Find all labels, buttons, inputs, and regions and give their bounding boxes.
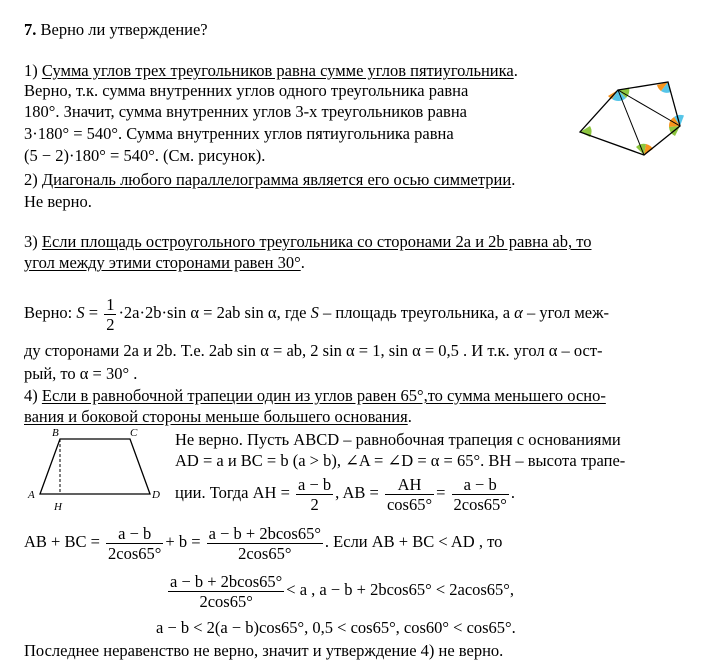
- s4-claim-line-1: 4) Если в равнобочной трапеции один из углов равен 65°,то сумма меньшего осно-: [24, 386, 606, 405]
- trapezoid-figure: [26, 426, 166, 512]
- s4-para-3: ции. Тогда AH = $\frac{a - b}{2}$ , AB = $\frac{AH}{\cos 65^\circ}$ = $\frac{a - b}{2\cos 65^\circ}$ .: [175, 474, 515, 514]
- fraction-eq1-a: $\frac{a - b}{2\cos 65^\circ}$: [108, 523, 162, 563]
- pentagon-figure: [576, 80, 716, 160]
- fraction-ab-2: $\frac{a - b}{2\cos 65^\circ}$: [453, 474, 507, 514]
- s2-claim: 2) Диагональ любого параллелограмма является его осью симметрии.: [24, 170, 516, 189]
- s4-claim-line-2: вания и боковой стороны меньше большего основания.: [24, 407, 412, 426]
- fraction-ab-1: $\frac{AH}{\cos 65^\circ}$: [386, 474, 433, 514]
- vertex-b-label: B: [52, 427, 59, 439]
- s1-line-3: 3·180° = 540°. Сумма внутренних углов пятиугольника равна: [24, 124, 454, 143]
- s1-line-2: 180°. Значит, сумма внутренних углов 3-х треугольников равна: [24, 102, 467, 121]
- s3-line-3: рый, то α = 30° .: [24, 364, 138, 383]
- s3-claim-line-2: угол между этими сторонами равен 30°.: [24, 253, 305, 272]
- s3-formula-line: Верно: S = $\frac{1}{2}$ ·2a·2b·sin α = 2ab sin α, где S – площадь треугольника, а α – угол меж-: [24, 294, 610, 334]
- s4-equation-1: AB + BC = $\frac{a - b}{2\cos 65^\circ}$ + b = $\frac{a - b + 2bcos65^\circ}{2\cos 65^\circ}$ . Если AB + BC < AD , то: [24, 523, 503, 563]
- s4-claim-text-1: Если в равнобочной трапеции один из углов равен 65°,то сумма меньшего осно-: [41, 386, 606, 405]
- s1-line-4: (5 − 2)·180° = 540°. (См. рисунок).: [24, 146, 266, 165]
- vertex-d-label: D: [152, 489, 160, 501]
- task-question: Верно ли утверждение?: [40, 20, 208, 39]
- s3-claim-text-1: Если площадь остроугольного треугольника со сторонами 2a и 2b равна ab, то: [41, 232, 592, 251]
- fraction-eq1-b: $\frac{a - b + 2bcos65^\circ}{2\cos 65^\circ}$: [208, 523, 321, 563]
- s2-answer: Не верно.: [24, 192, 92, 211]
- task-number: 7.: [24, 20, 37, 39]
- half-fraction: $\frac{1}{2}$: [106, 294, 115, 334]
- s1-claim: 1) Сумма углов трех треугольников равна сумме углов пятиугольника.: [24, 61, 518, 80]
- s4-claim-text-2: вания и боковой стороны меньше большего основания: [24, 407, 408, 426]
- s3-line-2: ду сторонами 2a и 2b. Т.е. 2ab sin α = ab, 2 sin α = 1, sin α = 0,5 . И т.к. угол α – ост-: [24, 341, 603, 360]
- s1-line-1: Верно, т.к. сумма внутренних углов одного треугольника равна: [24, 81, 469, 100]
- task-title: [24, 20, 208, 40]
- vertex-a-label: A: [28, 489, 35, 501]
- s2-claim-text: Диагональ любого параллелограмма является его осью симметрии: [41, 170, 512, 189]
- s1-claim-text: Сумма углов трех треугольников равна сумме углов пятиугольника: [41, 61, 514, 80]
- vertex-c-label: C: [130, 427, 138, 439]
- fraction-ah: $\frac{a - b}{2}$: [298, 474, 332, 514]
- s3-claim-line-1: 3) Если площадь остроугольного треугольника со сторонами 2a и 2b равна ab, то: [24, 232, 592, 251]
- point-h-label: H: [54, 501, 62, 513]
- s4-equation-2: $\frac{a - b + 2bcos65^\circ}{2\cos 65^\circ}$ < a , a − b + 2bcos65° < 2acos65°,: [170, 571, 515, 611]
- s4-para-2: AD = a и BC = b (a > b), ∠A = ∠D = α = 65°. BH – высота трапе-: [175, 451, 626, 470]
- fraction-eq2: $\frac{a - b + 2bcos65^\circ}{2\cos 65^\circ}$: [170, 571, 283, 611]
- s4-para-1: Не верно. Пусть ABCD – равнобочная трапеция с основаниями: [175, 430, 621, 449]
- s3-claim-text-2: угол между этими сторонами равен 30°: [24, 253, 301, 272]
- s4-final: Последнее неравенство не верно, значит и утверждение 4) не верно.: [24, 641, 504, 660]
- s4-equation-3: a − b < 2(a − b)cos65°, 0,5 < cos65°, cos60° < cos65°.: [156, 618, 516, 637]
